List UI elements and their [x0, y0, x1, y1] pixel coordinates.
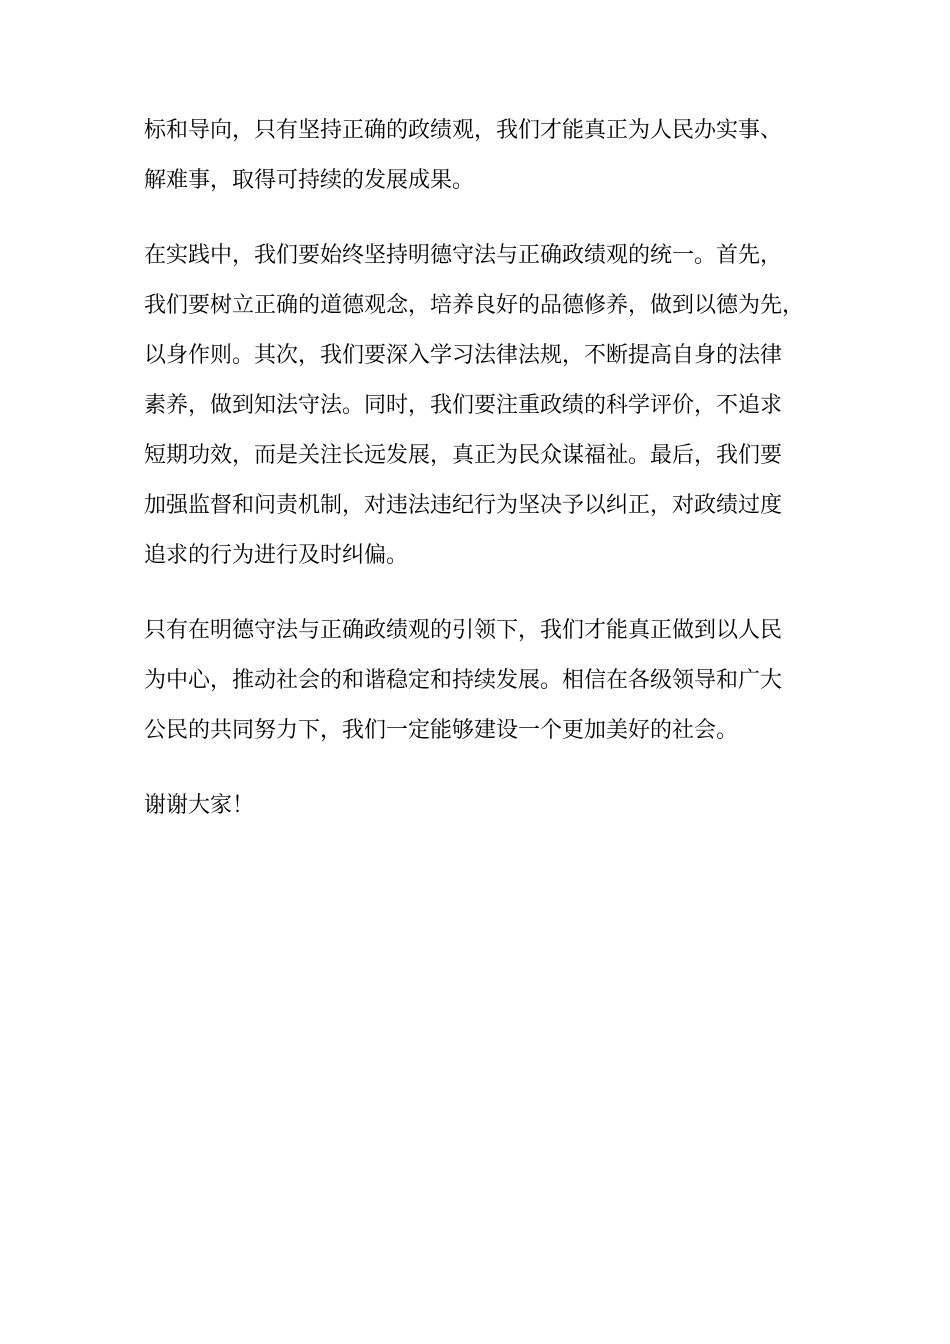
text-line: 标和导向，只有坚持正确的政绩观，我们才能真正为人民办实事、: [144, 118, 783, 143]
document-body: [144, 106, 832, 831]
text-line: 短期功效，而是关注长远发展，真正为民众谋福祉。最后，我们要: [144, 443, 783, 468]
text-line: 只有在明德守法与正确政绩观的引领下，我们才能真正做到以人民: [144, 618, 783, 643]
text-line: 在实践中，我们要始终坚持明德守法与正确政绩观的统一。首先，: [144, 243, 783, 268]
text-line: 加强监督和问责机制，对违法违纪行为坚决予以纠正，对政绩过度: [144, 493, 783, 518]
paragraph-1: [144, 106, 832, 206]
paragraph-spacing: [144, 581, 832, 606]
text-line: 解难事，取得可持续的发展成果。: [144, 168, 475, 193]
text-line: 谢谢大家！: [144, 793, 255, 818]
text-line: 素养，做到知法守法。同时，我们要注重政绩的科学评价，不追求: [144, 393, 783, 418]
text-line: 公民的共同努力下，我们一定能够建设一个更加美好的社会。: [144, 718, 739, 743]
text-line: 以身作则。其次，我们要深入学习法律法规，不断提高自身的法律: [144, 343, 783, 368]
paragraph-spacing: [144, 206, 832, 231]
paragraph-2: [144, 231, 832, 581]
text-line: 我们要树立正确的道德观念，培养良好的品德修养，做到以德为先，: [144, 293, 805, 318]
closing-line: [144, 781, 832, 831]
text-line: 为中心，推动社会的和谐稳定和持续发展。相信在各级领导和广大: [144, 668, 783, 693]
paragraph-spacing: [144, 756, 832, 781]
paragraph-3: [144, 606, 832, 756]
text-line: 追求的行为进行及时纠偏。: [144, 543, 409, 568]
